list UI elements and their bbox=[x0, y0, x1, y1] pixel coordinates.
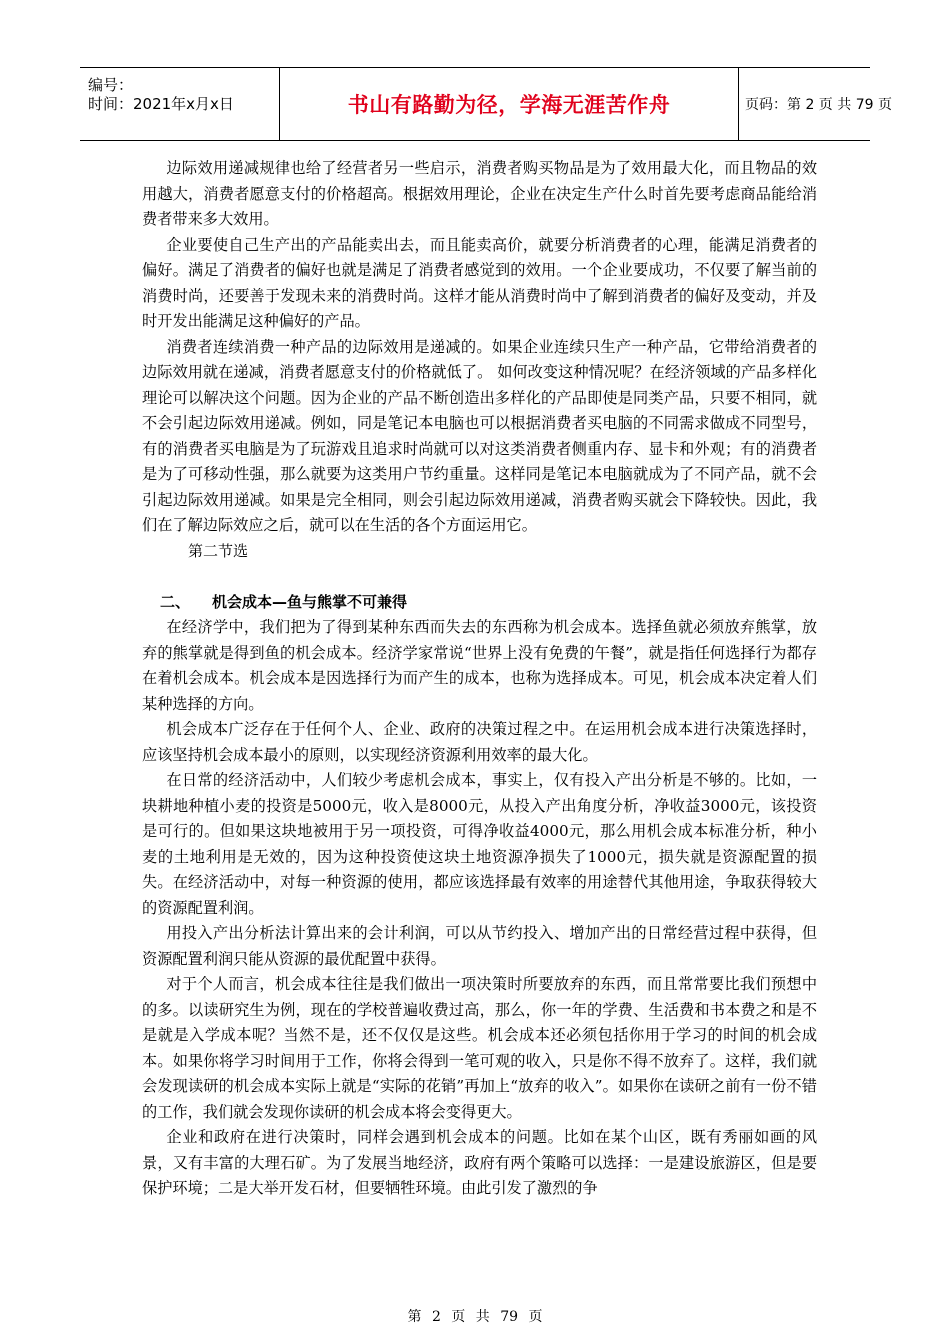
header-page-info: 页码：第 2 页 共 79 页 bbox=[745, 97, 892, 113]
paragraph: 企业和政府在进行决策时，同样会遇到机会成本的问题。比如在某个山区，既有秀丽如画的风景，又有丰富的大理石矿。为了发展当地经济，政府有两个策略可以选择：一是建设旅游区，但是要保护环境；二是大举开发石材，但要牺牲环境。由此引发了激烈的争 bbox=[142, 1128, 817, 1197]
document-header bbox=[80, 67, 892, 141]
paragraph: 边际效用递减规律也给了经营者另一些启示，消费者购买物品是为了效用最大化，而且物品的效用越大，消费者愿意支付的价格超高。根据效用理论，企业在决定生产什么时首先要考虑商品能给消费者带来多大效用。 bbox=[142, 159, 817, 228]
paragraph: 在经济学中，我们把为了得到某种东西而失去的东西称为机会成本。选择鱼就必须放弃熊掌，放弃的熊掌就是得到鱼的机会成本。经济学家常说“世界上没有免费的午餐”，就是指任何选择行为都存在着机会成本。机会成本是因选择行为而产生的成本，也称为选择成本。可见，机会成本决定着人们某种选择的方向。 bbox=[142, 618, 817, 713]
header-motto: 书山有路勤为径，学海无涯苦作舟 bbox=[347, 93, 671, 117]
paragraph: 在日常的经济活动中，人们较少考虑机会成本，事实上，仅有投入产出分析是不够的。比如，一块耕地种植小麦的投资是5000元，收入是8000元，从投入产出角度分析，净收益3000元，该投资是可行的。但如果这块地被用于另一项投资，可得净收益4000元，那么用机会成本标准分析，种小麦的土地利用是无效的，因为这种投资使这块土地资源净损失了1000元，损失就是资源配置的损失。在经济活动中，对每一种资源的使用，都应该选择最有效率的用途替代其他用途，争取获得较大的资源配置利润。 bbox=[142, 771, 817, 917]
paragraph: 对于个人而言，机会成本往往是我们做出一项决策时所要放弃的东西，而且常常要比我们预想中的多。以读研究生为例，现在的学校普遍收费过高，那么，你一年的学费、生活费和书本费之和是不是就是入学成本呢？当然不是，还不仅仅是这些。机会成本还必须包括你用于学习的时间的机会成本。如果你将学习时间用于工作，你将会得到一笔可观的收入，只是你不得不放弃了。这样，我们就会发现读研的机会成本实际上就是“实际的花销”再加上“放弃的收入”。如果你在读研之前有一份不错的工作，我们就会发现你读研的机会成本将会变得更大。 bbox=[142, 975, 817, 1121]
document-body bbox=[142, 156, 817, 1202]
section-heading-number: 二、 bbox=[160, 593, 191, 611]
paragraph: 消费者连续消费一种产品的边际效用是递减的。如果企业连续只生产一种产品，它带给消费者的边际效用就在递减，消费者愿意支付的价格就低了。 如何改变这种情况呢？在经济领域的产品多样化理论可以解决这个问题。因为企业的产品不断创造出多样化的产品即使是同类产品，只要不相同，就不会引起边际效用递减。例如，同是笔记本电脑也可以根据消费者买电脑的不同需求做成不同型号，有的消费者买电脑是为了玩游戏且追求时尚就可以对这类消费者侧重内存、显卡和外观；有的消费者是为了可移动性强，那么就要为这类用户节约重量。这样同是笔记本电脑就成为了不同产品，就不会引起边际效用递减。如果是完全相同，则会引起边际效用递减，消费者购买就会下降较快。因此，我们在了解边际效应之后，就可以在生活的各个方面运用它。 bbox=[142, 337, 817, 534]
paragraph: 机会成本广泛存在于任何个人、企业、政府的决策过程之中。在运用机会成本进行决策选择时，应该坚持机会成本最小的原则，以实现经济资源利用效率的最大化。 bbox=[142, 720, 817, 764]
header-meta bbox=[80, 68, 278, 140]
paragraph: 企业要使自己生产出的产品能卖出去，而且能卖高价，就要分析消费者的心理，能满足消费者的偏好。满足了消费者的偏好也就是满足了消费者感觉到的效用。一个企业要成功，不仅要了解当前的消费时尚，还要善于发现未来的消费时尚。这样才能从消费时尚中了解到消费者的偏好及变动，并及时开发出能满足这种偏好的产品。 bbox=[142, 235, 817, 330]
paragraph: 用投入产出分析法计算出来的会计利润，可以从节约投入、增加产出的日常经营过程中获得，但资源配置利润只能从资源的最优配置中获得。 bbox=[142, 924, 817, 968]
section-label: 第二节选 bbox=[188, 541, 249, 560]
document-date: 时间：2021年x月x日 bbox=[88, 95, 234, 113]
header-page-cell bbox=[739, 68, 892, 140]
page-footer: 第 2 页 共 79 页 bbox=[407, 1309, 543, 1325]
document-number-label: 编号： bbox=[88, 76, 134, 94]
header-motto-cell bbox=[279, 68, 739, 140]
section-heading bbox=[160, 590, 817, 615]
section-heading-text: 机会成本—鱼与熊掌不可兼得 bbox=[212, 593, 408, 611]
